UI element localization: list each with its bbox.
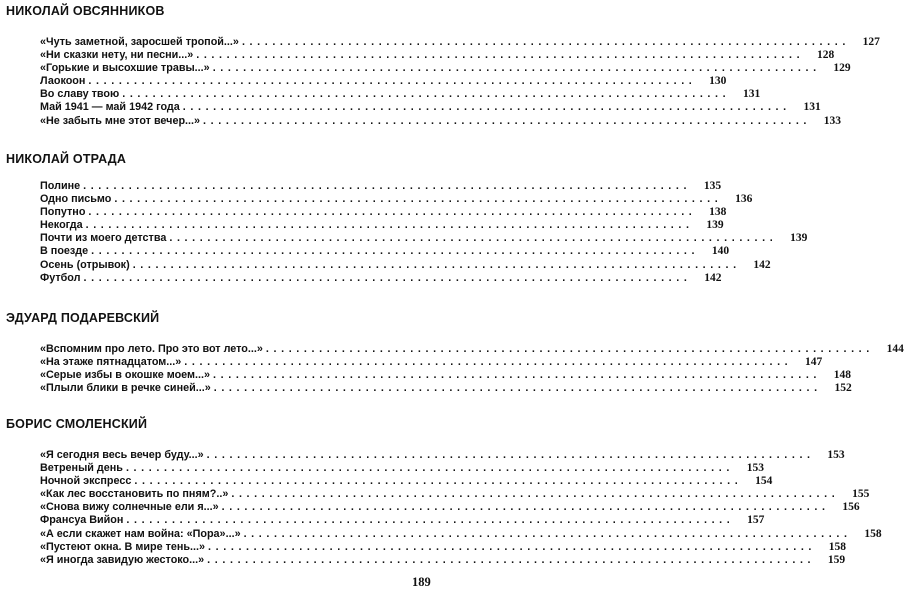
poem-title: «Пустеют окна. В мире тень...» <box>40 541 208 554</box>
contents-entry <box>40 245 730 258</box>
leader-dots: ................................................................................ <box>169 232 778 245</box>
poem-title: «Горькие и высохшие травы...» <box>40 62 213 75</box>
poem-title: «Чуть заметной, заросшей тропой...» <box>40 36 242 49</box>
contents-entry <box>40 75 727 88</box>
poem-title: «Плыли блики в речке синей...» <box>40 382 214 395</box>
leader-dots: ................................................................................ <box>243 527 852 540</box>
poem-title: Ветреный день <box>40 462 126 475</box>
contents-entry <box>40 488 870 501</box>
page-reference: 142 <box>704 271 722 284</box>
leader-dots: ................................................................................ <box>125 462 734 475</box>
poem-title: Полине <box>40 180 83 193</box>
poem-title: Ночной экспресс <box>40 475 134 488</box>
page-reference: 136 <box>735 193 753 206</box>
contents-entry <box>40 369 852 382</box>
page-reference: 127 <box>862 36 880 48</box>
page-reference: 128 <box>816 49 835 62</box>
page-reference: 159 <box>827 553 846 566</box>
leader-dots: ................................................................................ <box>88 75 697 88</box>
poem-title: Некогда <box>40 219 86 232</box>
page-reference: 131 <box>742 88 761 101</box>
page-reference: 155 <box>852 488 870 501</box>
contents-entry <box>40 382 852 395</box>
page-reference: 152 <box>834 382 852 395</box>
poem-title: В поезде <box>40 245 91 258</box>
author-heading: НИКОЛАЙ ОТРАДА <box>6 152 127 166</box>
page-reference: 139 <box>790 232 808 245</box>
author-heading: БОРИС СМОЛЕНСКИЙ <box>6 417 148 431</box>
contents-entry <box>40 114 842 128</box>
poem-title: Одно письмо <box>40 193 114 206</box>
page-reference: 142 <box>753 258 771 271</box>
page-reference: 156 <box>842 501 860 514</box>
contents-entry <box>40 232 808 245</box>
page-reference: 129 <box>833 62 851 75</box>
page-reference: 133 <box>823 114 842 127</box>
leader-dots: ................................................................................ <box>91 245 700 258</box>
poem-title: Май 1941 — май 1942 года <box>40 101 183 114</box>
leader-dots: ................................................................................ <box>208 540 817 553</box>
poem-title: «Ни сказки нету, ни песни...» <box>40 49 196 62</box>
poem-title: «Я сегодня весь вечер буду...» <box>40 449 207 462</box>
poem-title: Во славу твою <box>40 88 122 101</box>
contents-entry <box>40 540 847 554</box>
leader-dots: ................................................................................ <box>184 356 793 369</box>
poem-title: «Не забыть мне этот вечер...» <box>40 115 203 128</box>
contents-list <box>40 343 904 395</box>
page-reference: 148 <box>833 369 852 382</box>
poem-title: Почти из моего детства <box>40 232 169 245</box>
poem-title: Футбол <box>40 272 84 285</box>
page-reference: 158 <box>828 540 847 553</box>
leader-dots: ................................................................................ <box>126 514 735 527</box>
poem-title: Франсуа Вийон <box>40 514 126 527</box>
leader-dots: ................................................................................ <box>114 193 723 206</box>
poem-title: Осень (отрывок) <box>40 259 133 272</box>
page-reference: 154 <box>755 475 773 488</box>
contents-entry <box>40 514 765 527</box>
poem-title: «Серые избы в окошке моем...» <box>40 369 213 382</box>
contents-entry <box>40 553 846 567</box>
leader-dots: ................................................................................ <box>206 449 815 461</box>
poem-title: «А если скажет нам война: «Пора»...» <box>40 528 244 541</box>
contents-entry <box>40 180 722 193</box>
contents-list <box>40 36 880 128</box>
page-reference: 153 <box>827 449 845 461</box>
page-reference: 130 <box>709 75 727 88</box>
poem-title: «Как лес восстановить по пням?..» <box>40 488 231 501</box>
page-reference: 131 <box>803 101 821 114</box>
contents-entry <box>40 193 753 206</box>
page-reference: 138 <box>709 206 727 219</box>
leader-dots: ................................................................................ <box>203 114 812 127</box>
leader-dots: ................................................................................ <box>221 501 830 514</box>
leader-dots: ................................................................................ <box>213 382 822 395</box>
leader-dots: ................................................................................ <box>182 101 791 114</box>
contents-entry <box>40 449 845 462</box>
author-heading: ЭДУАРД ПОДАРЕВСКИЙ <box>6 311 160 325</box>
contents-entry <box>40 475 773 488</box>
contents-entry <box>40 49 835 62</box>
poem-title: Лаокоон <box>40 75 88 88</box>
page-reference: 158 <box>864 527 882 540</box>
page-number: 189 <box>412 575 431 589</box>
author-heading: НИКОЛАЙ ОВСЯННИКОВ <box>6 4 165 18</box>
leader-dots: ................................................................................ <box>265 343 874 355</box>
poem-title: «Я иногда завидую жестоко...» <box>40 554 207 567</box>
page-reference: 147 <box>805 356 823 369</box>
page-reference: 139 <box>706 219 724 232</box>
leader-dots: ................................................................................ <box>241 36 850 48</box>
contents-entry <box>40 258 771 272</box>
contents-entry <box>40 206 727 219</box>
leader-dots: ................................................................................ <box>207 553 816 566</box>
page-reference: 144 <box>886 343 904 355</box>
contents-entry <box>40 343 904 356</box>
leader-dots: ................................................................................ <box>88 206 697 219</box>
poem-title: «На этаже пятнадцатом...» <box>40 356 184 369</box>
contents-entry <box>40 88 761 101</box>
contents-entry <box>40 101 821 114</box>
leader-dots: ................................................................................ <box>134 475 743 488</box>
poem-title: «Вспомним про лето. Про это вот лето...» <box>40 343 266 356</box>
leader-dots: ................................................................................ <box>212 62 821 75</box>
contents-entry <box>40 219 724 232</box>
contents-entry <box>40 356 823 369</box>
leader-dots: ................................................................................ <box>196 49 805 62</box>
contents-list <box>40 180 808 285</box>
leader-dots: ................................................................................ <box>231 488 840 501</box>
contents-list <box>40 449 882 567</box>
leader-dots: ................................................................................ <box>83 271 692 284</box>
page-reference: 157 <box>747 514 765 527</box>
leader-dots: ................................................................................ <box>132 258 741 271</box>
contents-entry <box>40 527 882 541</box>
leader-dots: ................................................................................ <box>83 180 692 192</box>
contents-entry <box>40 462 764 475</box>
page-reference: 153 <box>746 462 764 475</box>
page-reference: 140 <box>711 245 730 258</box>
contents-entry <box>40 62 851 75</box>
contents-entry <box>40 36 880 49</box>
leader-dots: ................................................................................ <box>213 369 822 382</box>
leader-dots: ................................................................................ <box>85 219 694 232</box>
poem-title: Попутно <box>40 206 88 219</box>
contents-entry <box>40 271 722 285</box>
poem-title: «Снова вижу солнечные ели я...» <box>40 501 222 514</box>
contents-entry <box>40 501 860 514</box>
leader-dots: ................................................................................ <box>122 88 731 101</box>
page-reference: 135 <box>703 180 722 192</box>
